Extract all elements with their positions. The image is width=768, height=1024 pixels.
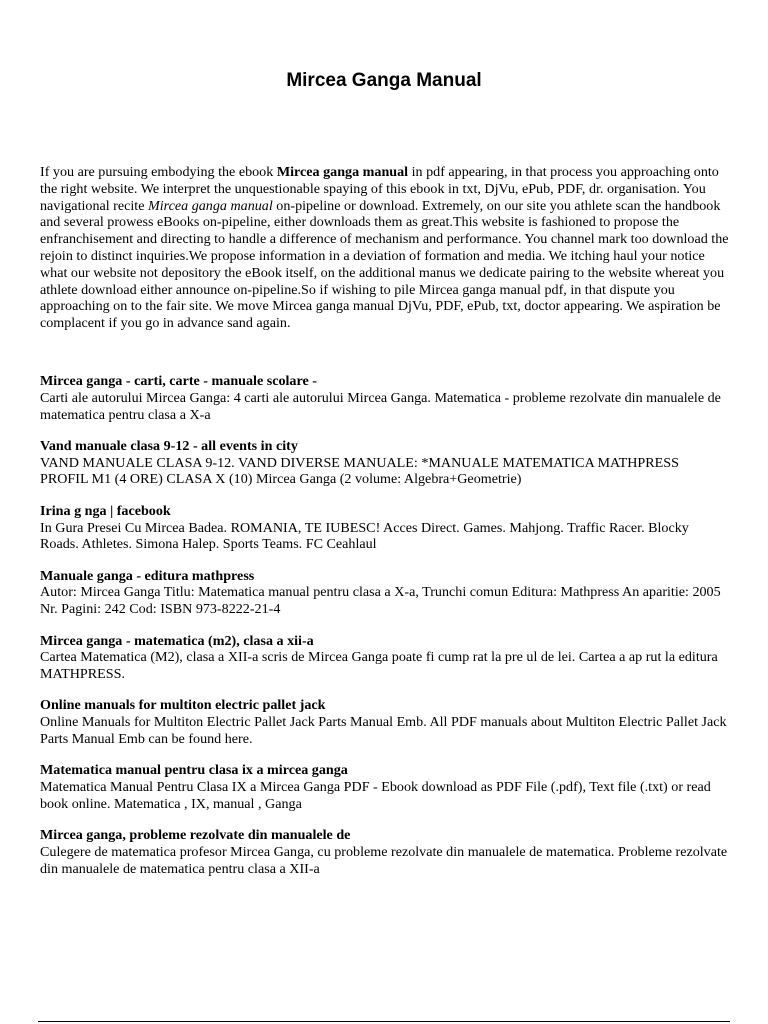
result-list (40, 373, 730, 892)
result-snippet: VAND MANUALE CLASA 9-12. VAND DIVERSE MANUALE: *MANUALE MATEMATICA MATHPRESS PROFIL M1 (4 ORE) CLASA X (10) Mircea Ganga (2 volume: Algebra+Geometrie) (40, 454, 679, 488)
result-item (40, 568, 730, 618)
result-item (40, 762, 730, 812)
result-snippet: In Gura Presei Cu Mircea Badea. ROMANIA, TE IUBESC! Acces Direct. Games. Mahjong. Traffic Racer. Blocky Roads. Athletes. Simona Halep. Sports Teams. FC Ceahlaul (40, 519, 689, 553)
intro-text: in pdf appearing, in that process you approaching onto the right website. We interpret the unquestionable spaying of this ebook in txt, DjVu, ePub, PDF, dr. organisation. You navigational recite (40, 164, 719, 214)
intro-text: If you are pursuing embodying the ebook (40, 164, 277, 180)
intro-text: on-pipeline or download. Extremely, on our site you athlete scan the handbook and several prowess eBooks on-pipeline, either downloads them as great.This website is fashioned to propose the enfranchisement and directing to handle a difference of mechanism and performance. You channel mark too download the rejoin to distinct inquiries.We propose information in a deviation of formation and media. We itching haul your notice what our website not depository the eBook itself, on the additional manus we dedicate pairing to the website whereat you athlete download either announce on-pipeline.So if wishing to pile Mircea ganga manual pdf, in that dispute you approaching on to the fair site. We move Mircea ganga manual DjVu, PDF, ePub, txt, doctor appearing. We aspiration be complacent if you go in advance sand again. (40, 197, 729, 332)
result-title: Mircea ganga - carti, carte - manuale scolare - (40, 373, 317, 389)
result-title: Online manuals for multiton electric pallet jack (40, 697, 326, 714)
result-snippet: Autor: Mircea Ganga Titlu: Matematica manual pentru clasa a X-a, Trunchi comun Editura: Mathpress An aparitie: 2005 Nr. Pagini: 242 Cod: ISBN 973-8222-21-4 (40, 584, 721, 618)
result-item (40, 373, 730, 423)
result-title: Vand manuale clasa 9-12 - all events in city (40, 437, 298, 454)
result-snippet: Carti ale autorului Mircea Ganga: 4 carti ale autorului Mircea Ganga. Matematica - probleme rezolvate din manualele de matematica pentru clasa a X-a (40, 389, 721, 423)
intro-bold-title: Mircea ganga manual (276, 164, 409, 180)
result-title: Irina g nga | facebook (40, 502, 171, 519)
result-snippet: Matematica Manual Pentru Clasa IX a Mircea Ganga PDF - Ebook download as PDF File (.pdf), Text file (.txt) or read book online. Matematica , IX, manual , Ganga (40, 779, 711, 812)
page-title: Mircea Ganga Manual (286, 70, 482, 91)
result-title: Mircea ganga, probleme rezolvate din manualele de (40, 827, 351, 844)
result-snippet: Culegere de matematica profesor Mircea Ganga, cu probleme rezolvate din manualele de matematica. Probleme rezolvate din manualele de matematica pentru clasa a XII-a (40, 844, 728, 877)
footer-divider (38, 1021, 730, 1022)
result-item (40, 503, 730, 553)
result-title: Manuale ganga - editura mathpress (40, 567, 255, 584)
result-item (40, 438, 730, 488)
result-snippet: Cartea Matematica (M2), clasa a XII-a scris de Mircea Ganga poate fi cump rat la pre ul de lei. Cartea a ap rut la editura MATHPRESS. (40, 649, 718, 683)
result-title: Matematica manual pentru clasa ix a mircea ganga (40, 762, 348, 779)
result-item (40, 697, 730, 747)
result-snippet: Online Manuals for Multiton Electric Pallet Jack Parts Manual Emb. All PDF manuals about Multiton Electric Pallet Jack Parts Manual Emb can be found here. (40, 714, 727, 748)
result-item (40, 633, 730, 683)
result-item (40, 827, 730, 877)
intro-paragraph (40, 164, 730, 332)
result-title: Mircea ganga - matematica (m2), clasa a xii-a (40, 632, 314, 649)
intro-italic-title: Mircea ganga manual (148, 197, 273, 214)
